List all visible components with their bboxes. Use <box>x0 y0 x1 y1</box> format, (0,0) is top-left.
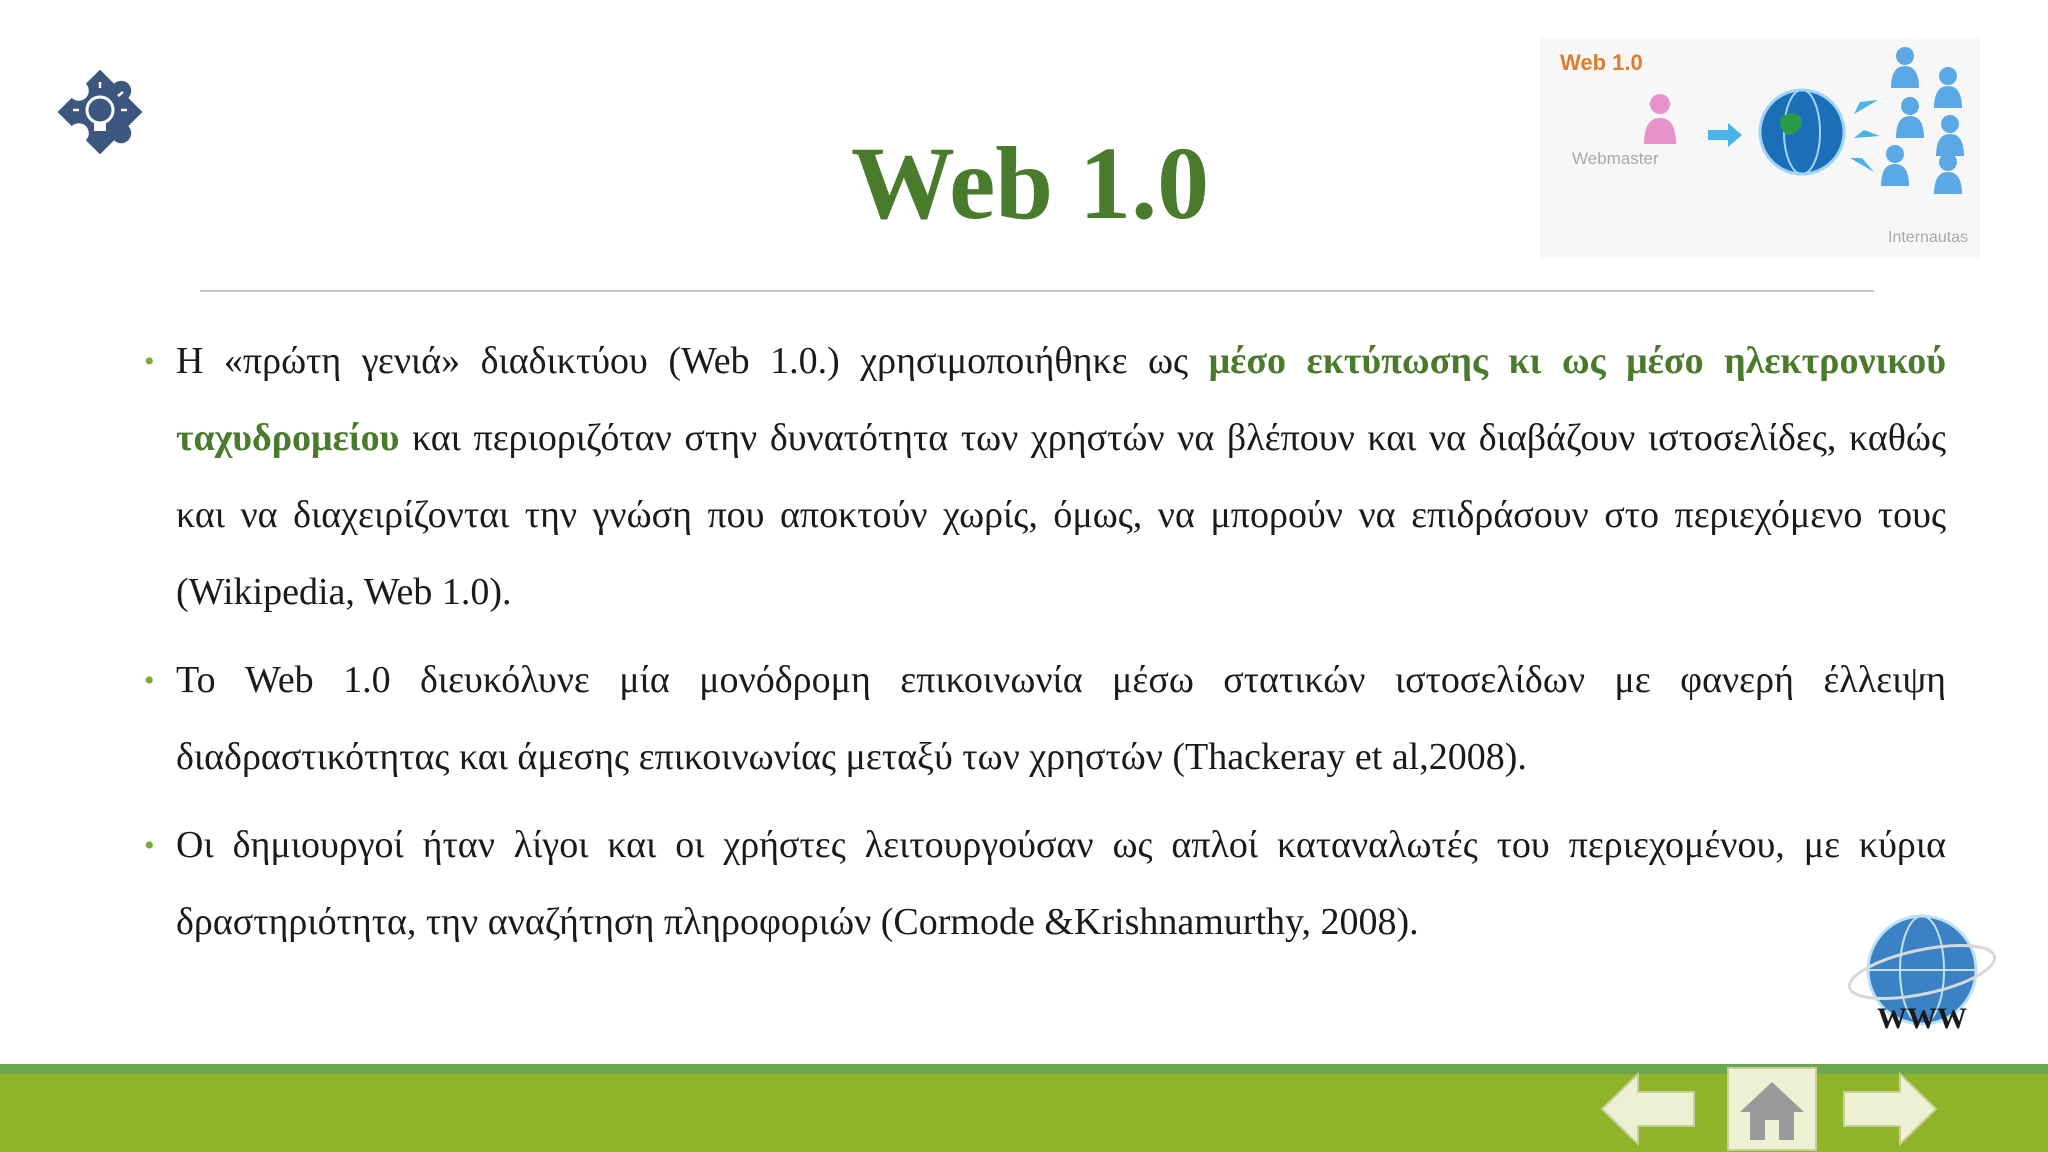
bullet-item <box>144 807 1946 961</box>
prev-button[interactable] <box>1598 1066 1698 1152</box>
bullet-1-highlight: μέσο εκτύπωσης κι ως μέσο ηλεκτρονικού ταχυδρομείου <box>176 340 1946 459</box>
next-button[interactable] <box>1840 1066 1940 1152</box>
bullet-3-text: Οι δημιουργοί ήταν λίγοι και οι χρήστες λειτουργούσαν ως απλοί καταναλωτές του περιεχομένου, με κύρια δραστηριότητα, την αναζήτηση πληροφοριών (Cormode &Krishnamurthy, 2008). <box>176 824 1946 943</box>
arrow-right-icon <box>1844 1074 1936 1144</box>
slide-title: Web 1.0 <box>850 126 1210 241</box>
bullet-1-text-end: και περιοριζόταν στην δυνατότητα των χρηστών να βλέπουν και να διαβάζουν ιστοσελίδες, καθώς και να διαχειρίζονται την γνώση που αποκτούν χωρίς, όμως, να μπορούν να επιδράσουν στο περιεχόμενο τους (Wikipedia, Web 1.0). <box>176 417 1946 613</box>
diagram-title: Web 1.0 <box>1560 50 1643 75</box>
webmaster-label: Webmaster <box>1572 149 1659 168</box>
bullet-dot-icon: • <box>144 664 155 697</box>
bullet-dot-icon: • <box>144 829 155 862</box>
title-divider <box>200 290 1874 292</box>
bullet-item <box>144 642 1946 796</box>
www-globe-icon <box>1844 908 2004 1048</box>
bullet-1-text: Η «πρώτη γενιά» διαδικτύου (Web 1.0.) χρησιμοποιήθηκε ως <box>176 340 1209 382</box>
bullet-item <box>144 323 1946 631</box>
users-label: Internautas <box>1888 229 1969 246</box>
www-label: WWW <box>1877 1002 1967 1035</box>
arrow-left-icon <box>1602 1074 1694 1144</box>
bullet-2-text: Το Web 1.0 διευκόλυνε μία μονόδρομη επικοινωνία μέσω στατικών ιστοσελίδων με φανερή έλλειψη διαδραστικότητας και άμεσης επικοινωνίας μεταξύ των χρηστών (Thackeray et al,2008). <box>176 659 1946 778</box>
slide-content <box>144 323 1946 972</box>
home-button[interactable] <box>1726 1066 1818 1152</box>
bullet-dot-icon: • <box>144 345 155 378</box>
